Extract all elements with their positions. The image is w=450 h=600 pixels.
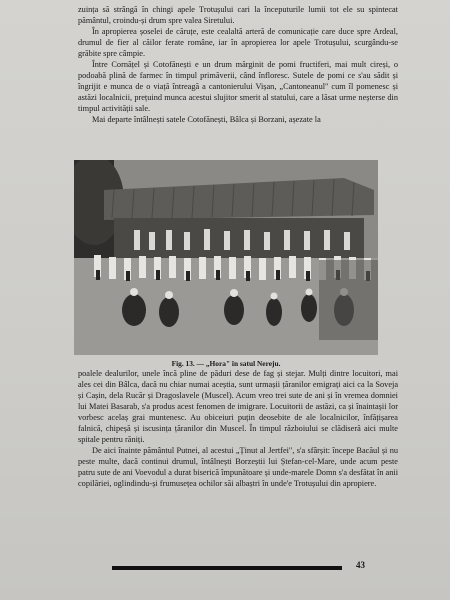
paragraph: Între Cornățel și Cotofănești e un drum mărginit de pomi fructiferi, mai mult cireși, o podoabă plină de farmec în timpul primăverii, când înfloresc. Sutele de pomi ce s'au sădit și îngrijit e munca de o viață întreagă a cantonierului Vișan, „Cantoneanul" cum îl pomenesc și astăzi localnicii, prețuind munca acestui slujitor smerit al statului, care a lăsat urme neșterse din timpul activității sale.: [78, 60, 398, 114]
footer-rule: [112, 566, 342, 570]
figure-caption: Fig. 13. — „Hora" în satul Nereju.: [171, 359, 281, 368]
text-block-bottom: [78, 368, 398, 490]
paragraph: Mai departe întâlnești satele Cotofănești, Bâlca și Borzani, așezate la: [92, 115, 321, 125]
photo-hora-village: [74, 160, 378, 355]
paragraph: zuința să strângă în chingi apele Trotușului cari la începuturile lumii tot ele su spintecat pământul, croindu-și drum spre valea Siretului.: [78, 5, 398, 26]
page-number: 43: [356, 560, 365, 570]
paragraph: În apropierea șoselei de căruțe, este cealaltă arteră de comunicație care duce spre Ardeal, drumul de fier al căilor ferate române, iar în apropierea lor apele Trotușului, scurgându-se grăbite spre câmpie.: [78, 27, 398, 59]
paragraph: poalele dealurilor, unele încă pline de păduri dese de fag și stejar. Mulți dintre locuitori, mai ales cei din Bâlca, dacă nu chiar numai aceștia, sunt urmașii țăranilor emigrați aici ca la Soveja și Cașin, dela Rucăr și Dragoslavele (Muscel). Acum vreo trei sute de ani și în vremea domniei lui Matei Basarab, s'a produs acest fenomen de imigrare. Locuitorii de astăzi, ca și înaintașii lor vorbesc acelaș grai muntenesc. Au obiceiuri puțin deosebite de ale localnicilor, înfățișarea falnică, chipeșă și iscusința țăranilor din Muscel. În timpul războiului se clădiseră aici multe spitale pentru răniți.: [78, 369, 398, 445]
text-block-top: [78, 4, 398, 126]
paragraph: De aici înainte pământul Putnei, al acestui „Ținut al Jertfei", s'a sfârșit: începe Bacăul și nu peste multe, dacă continui drumul, întâlnești Borzeștii lui Ștefan-cel-Mare, unde acum peste patru sute de ani Voevodul a durat biserică împunătoare și unde-marele Domn s'a desfătat în anii copilăriei, oglindindu-și frumusețea ochilor săi albaștri în unde'e Trotușului din apropiere.: [78, 446, 398, 489]
